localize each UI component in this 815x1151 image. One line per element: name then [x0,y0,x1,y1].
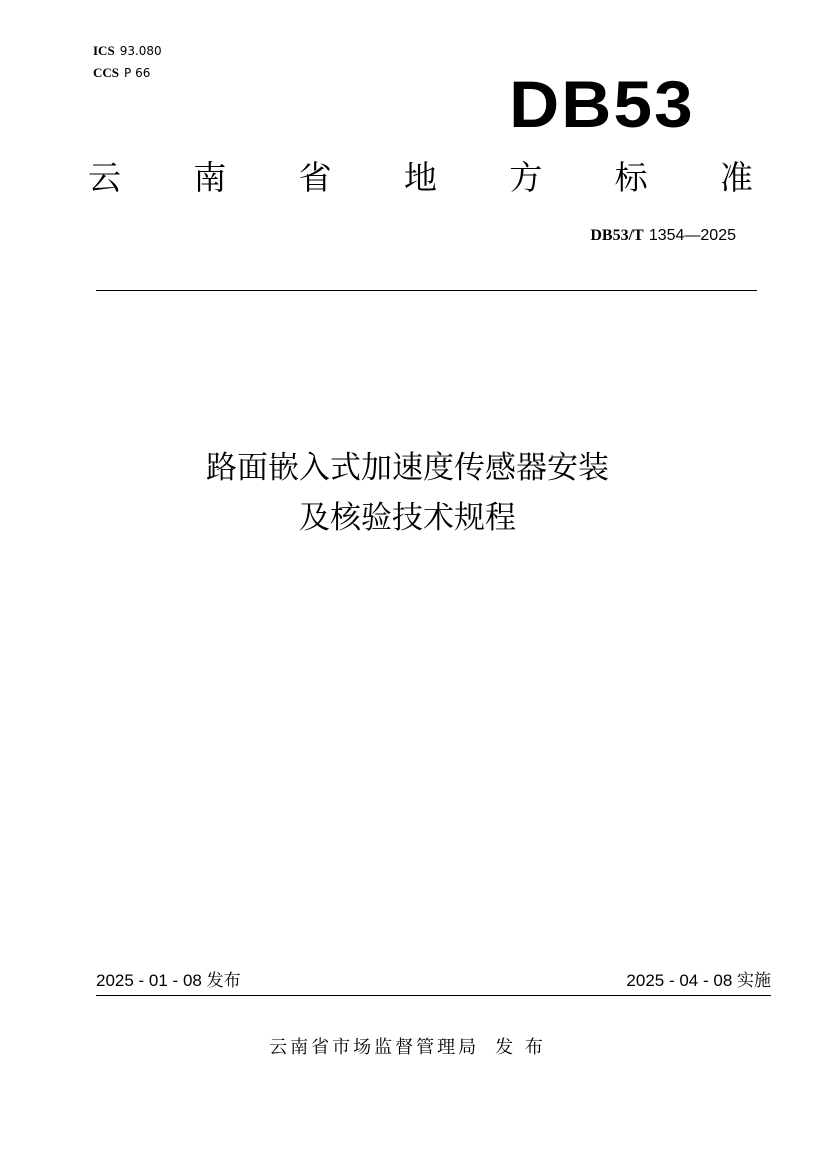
classification-codes [93,40,162,84]
standard-type-char: 地 [403,158,437,197]
publisher-action: 发 布 [495,1037,546,1058]
publisher-name: 云南省市场监督管理局 [269,1037,480,1058]
publisher-line [0,1036,815,1060]
ics-value: 93.080 [119,44,162,58]
ccs-label: CCS [93,65,120,80]
standard-type-heading [88,156,753,200]
implementation-date: 2025 - 04 - 08 实施 [626,971,771,990]
ics-label: ICS [93,43,115,58]
ics-code-row [93,40,162,62]
standard-number [590,224,736,247]
standard-type-char: 方 [509,158,543,197]
standard-type-char: 标 [614,158,648,197]
standard-type-char: 省 [298,158,332,197]
document-title-line-2: 及核验技术规程 [299,500,516,536]
bottom-divider [96,995,771,996]
standard-type-char: 南 [193,158,227,197]
standard-type-char: 云 [88,158,121,197]
standard-number-prefix: DB53/T [590,227,644,244]
standard-number-value: 1354—2025 [648,227,736,244]
document-title [0,443,815,543]
top-divider [96,290,757,291]
ccs-value: P 66 [124,66,151,80]
issue-date: 2025 - 01 - 08 发布 [96,971,241,990]
standard-type-char: 准 [719,158,753,197]
document-title-line-1: 路面嵌入式加速度传感器安装 [206,450,609,486]
db53-logo: DB53 [509,67,695,141]
ccs-code-row [93,62,162,84]
